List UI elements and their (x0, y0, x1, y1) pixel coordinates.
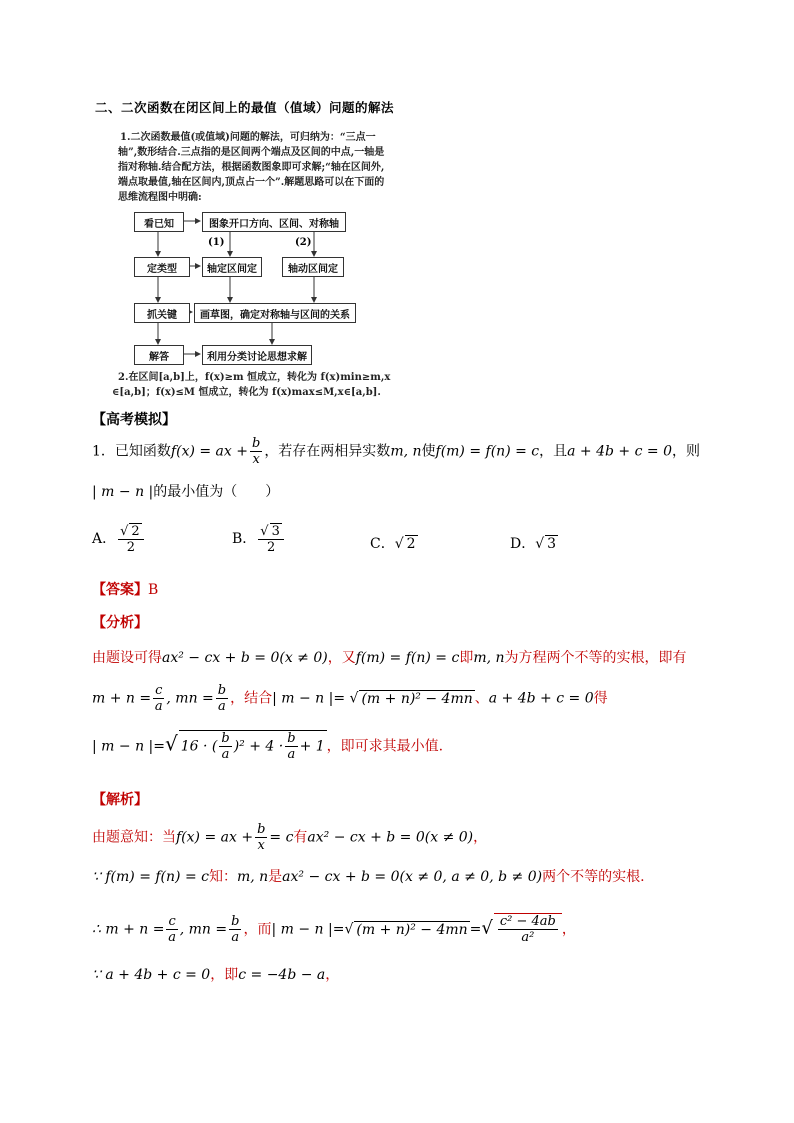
flow-box-key: 抓关键 (134, 303, 190, 323)
flow-box-moving-axis: 轴动区间定 (282, 257, 344, 277)
flow-box-classify: 定类型 (134, 257, 190, 277)
answer-tag: 【答案】 (92, 582, 148, 598)
excerpt-line: 2.在区间[a,b]上，f(x)≥m 恒成立，转化为 f(x)min≥m,x (118, 372, 391, 383)
section-heading: 二、二次函数在闭区间上的最值（值域）问题的解法 (95, 100, 395, 115)
excerpt-line: 轴”,数形结合.三点指的是区间两个端点及区间的中点,一轴是 (118, 147, 385, 158)
excerpt-line: 1.二次函数最值(或值域)问题的解法，可归纳为：“三点一 (120, 132, 376, 143)
excerpt-line: ∈[a,b]；f(x)≤M 恒成立，转化为 f(x)max≤M,x∈[a,b]. (112, 387, 381, 398)
q1-prefix: 1．已知函数 (92, 443, 171, 460)
excerpt-line: 指对称轴.结合配方法，根据函数图象即可求解;“轴在区间外, (118, 162, 385, 173)
question-1-line-2: | m − n |的最小值为（ ） (92, 484, 280, 500)
solution-line-1: 由题意知：当f(x) = ax + $\frac{b}{x}$ = c有ax² − cx + b = 0(x ≠ 0)， (92, 822, 488, 853)
answer-value: B (148, 582, 159, 598)
q1-fraction: $\frac{b}{x}$ (251, 436, 261, 467)
analysis-line-2: m + n = $\frac{c}{a}$ , mn = $\frac{b}{a}$ ，结合| m − n |= √ (m + n)² − 4mn 、a + 4b + c = 0得 (92, 683, 608, 714)
option-b[interactable]: B． $\frac{√ 3}{2}$ (232, 523, 286, 555)
excerpt-line: 思维流程图中明确: (118, 192, 202, 203)
scanned-excerpt (112, 124, 402, 402)
solution-line-2: ∵ f(m) = f(n) = c知：m, n是ax² − cx + b = 0(x ≠ 0, a ≠ 0, b ≠ 0)两个不等的实根. (92, 869, 645, 885)
answer-row (92, 579, 158, 599)
flow-box-conditions: 图象开口方向、区间、对称轴 (202, 212, 346, 232)
option-c[interactable]: C．√ 2 (370, 536, 416, 552)
solution-line-4: ∵ a + 4b + c = 0，即c = −4b − a， (92, 967, 340, 983)
flow-box-discuss: 利用分类讨论思想求解 (202, 345, 312, 365)
flow-box-answer: 解答 (134, 345, 184, 365)
flow-box-sketch: 画草图，确定对称轴与区间的关系 (194, 303, 356, 323)
analysis-line-1: 由题设可得ax² − cx + b = 0(x ≠ 0)，又f(m) = f(n) = c即m, n为方程两个不等的实根，即有 (92, 650, 687, 666)
solution-line-3: ∴ m + n = $\frac{c}{a}$ , mn = $\frac{b}{a}$ ，而| m − n |=√ (m + n)² − 4mn =√ $\frac{\text{c² − 4ab}}{\text{a²}}$ ， (92, 914, 576, 945)
branch-label-2: (2) (295, 237, 312, 248)
q1-function: f(x) = ax + (170, 443, 248, 460)
option-a[interactable]: A． $\frac{√ 2}{2}$ (92, 523, 146, 555)
flow-box-known: 看已知 (134, 212, 184, 232)
branch-label-1: (1) (208, 237, 225, 248)
flow-box-fixed-axis: 轴定区间定 (202, 257, 262, 277)
simulation-header: 【高考模拟】 (92, 412, 176, 428)
analysis-line-3: | m − n |=√ 16 · ( $\frac{b}{a}$ )² + 4 · $\frac{b}{a}$ + 1 ，即可求其最小值. (92, 731, 444, 762)
option-d[interactable]: D．√ 3 (510, 536, 557, 552)
solution-tag: 【解析】 (92, 792, 148, 808)
excerpt-line: 端点取最值,轴在区间内,顶点占一个”.解题思路可以在下面的 (118, 177, 385, 188)
analysis-tag: 【分析】 (92, 615, 148, 631)
question-1-line-1: 1．已知函数f(x) = ax + $\frac{b}{x}$ ，若存在两相异实数m, n使f(m) = f(n) = c，且a + 4b + c = 0，则 (92, 436, 700, 467)
